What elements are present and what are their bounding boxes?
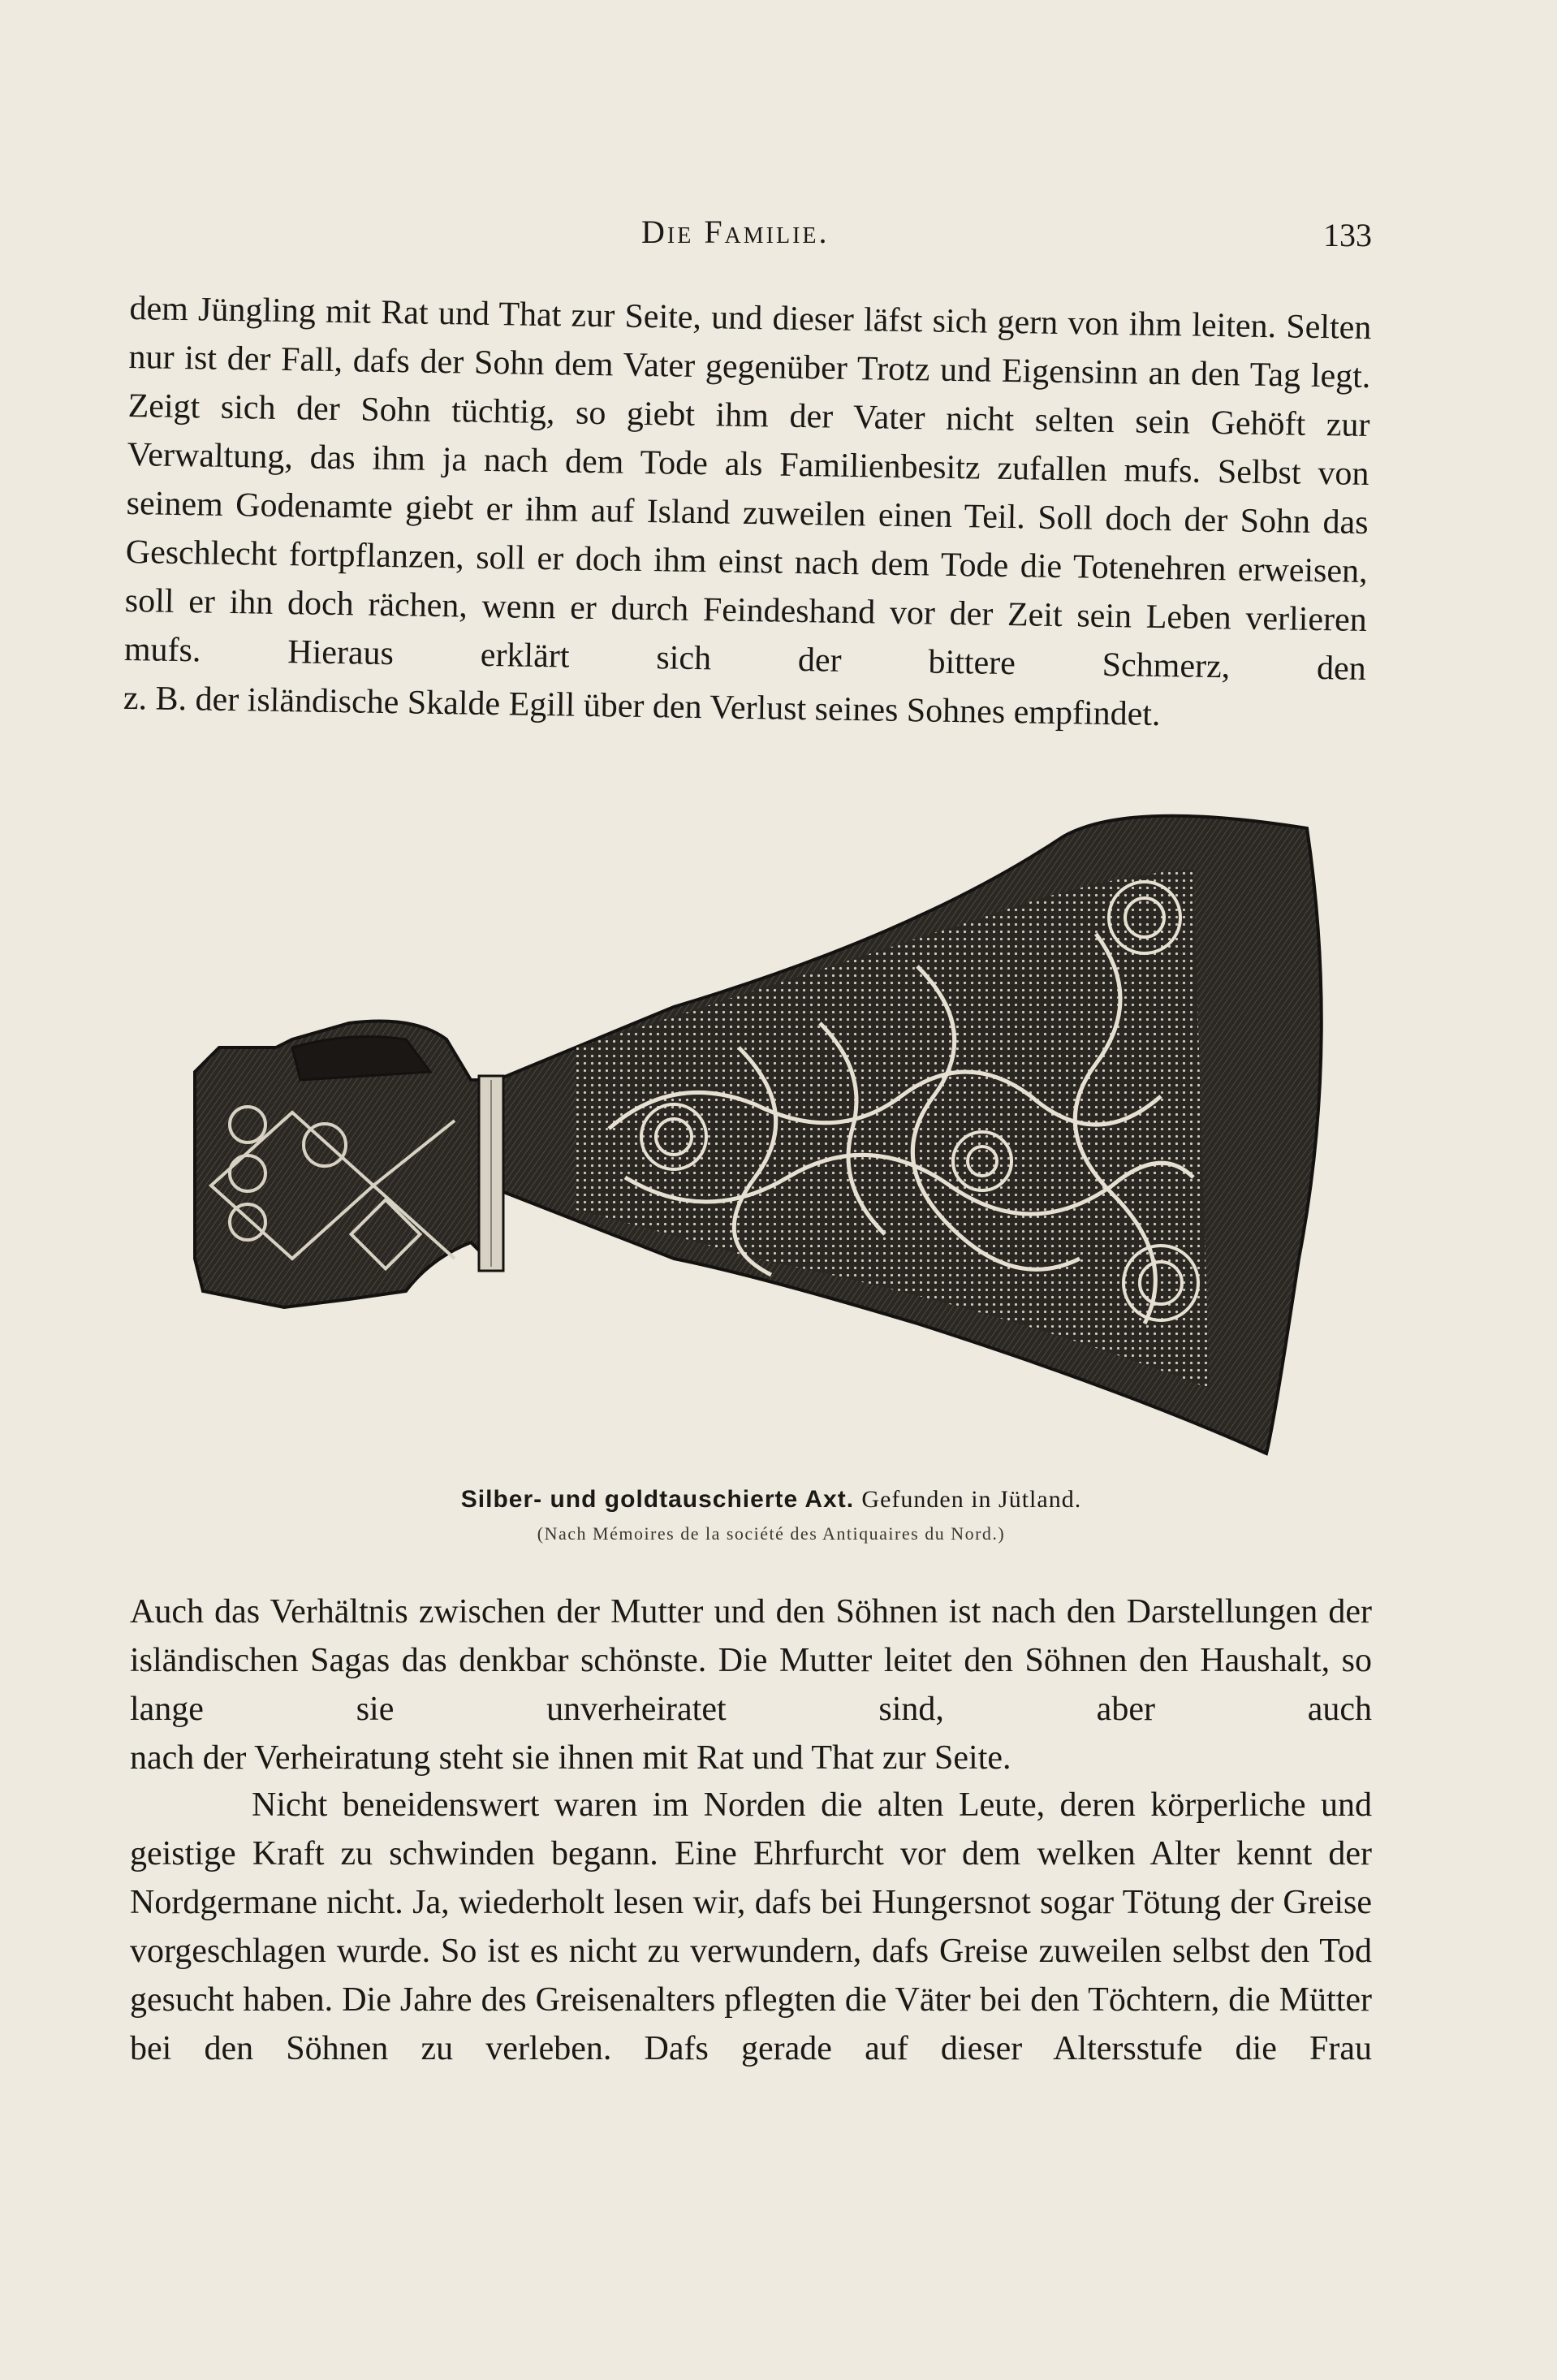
paragraph-3 xyxy=(130,1781,1372,2073)
caption-bold: Silber- und goldtauschierte Axt. xyxy=(460,1486,855,1513)
paragraph-3-body: Nicht beneidenswert waren im Norden die alten Leute, deren körperliche und geistige Kraft zu schwinden begann. Eine Ehrfurcht vor dem welken Alter kennt der Nordgermane nicht. Ja, wiederholt lesen wir, dafs bei Hungersnot sogar Tötung der Greise vorgeschlagen wurde. So ist es nicht zu verwundern, dafs Greise zuweilen selbst den Tod gesucht haben. Die Jahre des Greisenalters pflegten die Väter bei den Töchtern, die Mütter bei den Söhnen zu verleben. Dafs gerade auf dieser Altersstufe die Frau xyxy=(130,1786,1372,2067)
paragraph-2 xyxy=(130,1587,1372,1782)
paragraph-1 xyxy=(123,284,1372,742)
page-number: 133 xyxy=(1323,217,1372,253)
axe-illustration xyxy=(187,804,1323,1470)
paragraph-2-body: Auch das Verhältnis zwischen der Mutter und den Söhnen ist nach den Darstellungen der isländischen Sagas das denkbar schönste. Die Mutter leitet den Söhnen den Haushalt, so lange sie unverheiratet sind, aber auch xyxy=(130,1593,1372,1728)
caption-source: (Nach Mémoires de la société des Antiquaires du Nord.) xyxy=(537,1523,1006,1544)
running-title: Die Familie. xyxy=(641,214,830,250)
running-head xyxy=(122,213,1372,261)
figure-caption xyxy=(244,1486,1299,1544)
caption-title xyxy=(244,1486,1299,1514)
caption-location: Gefunden in Jütland. xyxy=(861,1486,1082,1513)
paragraph-1-last-line: z. B. der isländische Skalde Egill über den Verlust seines Sohnes empfindet. xyxy=(123,679,1161,734)
paragraph-2-last-line: nach der Verheiratung steht sie ihnen mit Rat und That zur Seite. xyxy=(130,1739,1011,1777)
paragraph-1-body: dem Jüngling mit Rat und That zur Seite, und dieser läfst sich gern von ihm leiten. Selten nur ist der Fall, dafs der Sohn dem Vater gegenüber Trotz und Eigensinn an den Tag legt. Zeigt sich der Sohn tüchtig, so giebt ihm der Vater nicht selten sein Gehöft zur Verwaltung, das ihm ja nach dem Tode als Familienbesitz zufallen mufs. Selbst von seinem Godenamte giebt er ihm auf Island zuweilen einen Teil. Soll doch der Sohn das Geschlecht fortpflanzen, soll er doch ihm einst nach dem Tode die Totenehren erweisen, soll er ihn doch rächen, wenn er durch Feindeshand vor der Zeit sein Leben verlieren mufs. Hieraus erklärt sich der bittere Schmerz, den xyxy=(123,289,1372,688)
